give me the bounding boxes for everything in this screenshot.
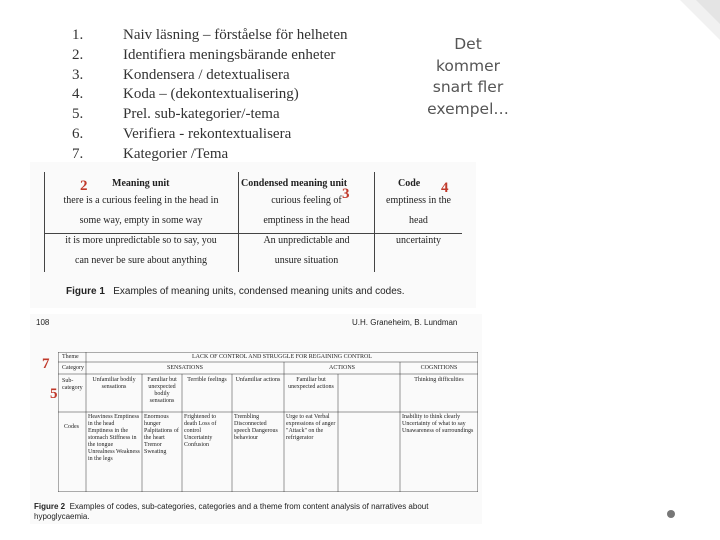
step-5 bbox=[72, 105, 348, 125]
codes-cell: Urge to eat Verbal expressions of anger "Attack" on the refrigerator bbox=[286, 414, 336, 441]
category-actions: ACTIONS bbox=[328, 365, 355, 371]
step-2 bbox=[72, 46, 348, 66]
caption-label: Figure 2 bbox=[34, 502, 66, 511]
code-cell bbox=[375, 231, 462, 251]
callout-more-examples bbox=[418, 34, 518, 120]
step-number: 6. bbox=[72, 125, 84, 142]
step-text: Verifiera - rekontextualisera bbox=[123, 125, 292, 142]
codes-label: Codes bbox=[64, 424, 79, 430]
step-text: Naiv läsning – förståelse för helheten bbox=[123, 27, 348, 43]
step-6 bbox=[72, 125, 348, 145]
theme-value: LACK OF CONTROL AND STRUGGLE FOR REGAINING CONTROL bbox=[192, 354, 372, 360]
callout-line: snart fler bbox=[432, 78, 504, 96]
subcategory-cell: Thinking difficulties bbox=[414, 377, 464, 383]
header-code: Code bbox=[398, 178, 421, 189]
step-number: 5. bbox=[72, 106, 84, 123]
figure-2-image bbox=[30, 314, 482, 524]
figure-1-image bbox=[30, 162, 476, 308]
caption-text: Examples of meaning units, condensed meaning units and codes. bbox=[113, 286, 405, 297]
callout-line: Det bbox=[454, 35, 482, 53]
codes-cell: Trembling Disconnected speech Dangerous behaviour bbox=[234, 414, 278, 441]
cell-line: curious feeling of bbox=[271, 195, 342, 206]
caption-label: Figure 1 bbox=[66, 286, 105, 297]
subcategory-cell: Terrible feelings bbox=[187, 377, 227, 383]
page-number: 108 bbox=[36, 318, 50, 327]
page-authors: U.H. Graneheim, B. Lundman bbox=[352, 318, 458, 327]
figure-2-caption bbox=[34, 502, 480, 522]
step-number: 3. bbox=[72, 66, 84, 83]
codes-cell: Inability to think clearly Uncertainty of what to say Unawareness of surroundings bbox=[402, 414, 474, 434]
step-1 bbox=[72, 26, 348, 46]
step-number: 2. bbox=[72, 46, 84, 63]
step-text: Prel. sub-kategorier/-tema bbox=[123, 106, 280, 123]
header-meaning-unit: Meaning unit bbox=[112, 178, 170, 189]
category-sensations: SENSATIONS bbox=[166, 365, 203, 371]
subcategory-cell: Familiar but unexpected bodily sensations bbox=[147, 377, 177, 404]
subcategory-cell: Unfamiliar actions bbox=[235, 377, 281, 383]
analysis-steps-list bbox=[72, 26, 348, 165]
cell-line: unsure situation bbox=[274, 254, 339, 266]
marker-3: 3 bbox=[342, 186, 350, 202]
step-text: Kategorier /Tema bbox=[123, 145, 229, 162]
cell-line: it is more unpredictable so to say, you bbox=[65, 235, 217, 246]
marker-5: 5 bbox=[50, 386, 58, 402]
condensed-meaning-unit-cell bbox=[239, 191, 374, 230]
figure-1-caption bbox=[66, 286, 405, 297]
step-number: 4. bbox=[72, 86, 84, 103]
step-number: 1. bbox=[72, 27, 84, 43]
subcategory-cell: Unfamiliar bodily sensations bbox=[92, 377, 136, 390]
marker-2: 2 bbox=[80, 178, 88, 194]
step-text: Identifiera meningsbärande enheter bbox=[123, 46, 336, 63]
codes-cell: Frightened to death Loss of control Uncertainty Confusion bbox=[184, 414, 217, 448]
callout-line: kommer bbox=[435, 56, 500, 75]
cell-line: head bbox=[409, 214, 428, 226]
meaning-unit-cell bbox=[44, 231, 238, 270]
cell-line: emptiness in the head bbox=[263, 214, 350, 226]
codes-cell: Enormous hunger Palpitations of the heart Tremor Sweating bbox=[144, 414, 179, 455]
category-cognitions: COGNITIONS bbox=[420, 365, 458, 371]
cell-line: uncertainty bbox=[396, 235, 441, 246]
subcategory-label: Sub-category bbox=[62, 378, 83, 391]
cell-line: some way, empty in some way bbox=[79, 214, 203, 226]
codes-cell: Heaviness Emptiness in the head Emptiness in the stomach Stiffness in the tongue Unrealness Weakness in the legs bbox=[88, 414, 140, 462]
step-text: Kondensera / detextualisera bbox=[123, 66, 290, 83]
cell-line: there is a curious feeling in the head in bbox=[63, 195, 219, 206]
step-4 bbox=[72, 85, 348, 105]
marker-7: 7 bbox=[42, 356, 50, 372]
slide-corner-decoration-inner bbox=[696, 0, 720, 24]
cell-line: emptiness in the bbox=[386, 195, 451, 206]
slide-dot-decoration bbox=[667, 510, 675, 518]
caption-text: Examples of codes, sub-categories, categories and a theme from content analysis of narratives about hypoglycaemia. bbox=[34, 502, 429, 521]
category-label: Category bbox=[62, 365, 84, 371]
meaning-unit-cell bbox=[44, 191, 238, 230]
callout-line: exempel… bbox=[427, 99, 509, 118]
header-condensed-meaning-unit: Condensed meaning unit bbox=[241, 178, 348, 189]
cell-line: can never be sure about anything bbox=[75, 254, 207, 266]
marker-4: 4 bbox=[441, 180, 449, 196]
theme-label: Theme bbox=[62, 354, 79, 360]
cell-line: An unpredictable and bbox=[263, 235, 350, 246]
condensed-meaning-unit-cell bbox=[239, 231, 374, 270]
code-cell bbox=[375, 191, 462, 230]
theme-category-table bbox=[58, 352, 478, 508]
step-text: Koda – (dekontextualisering) bbox=[123, 86, 299, 103]
subcategory-cell: Familiar but unexpected actions bbox=[288, 377, 334, 390]
step-3 bbox=[72, 66, 348, 86]
step-number: 7. bbox=[72, 145, 84, 162]
